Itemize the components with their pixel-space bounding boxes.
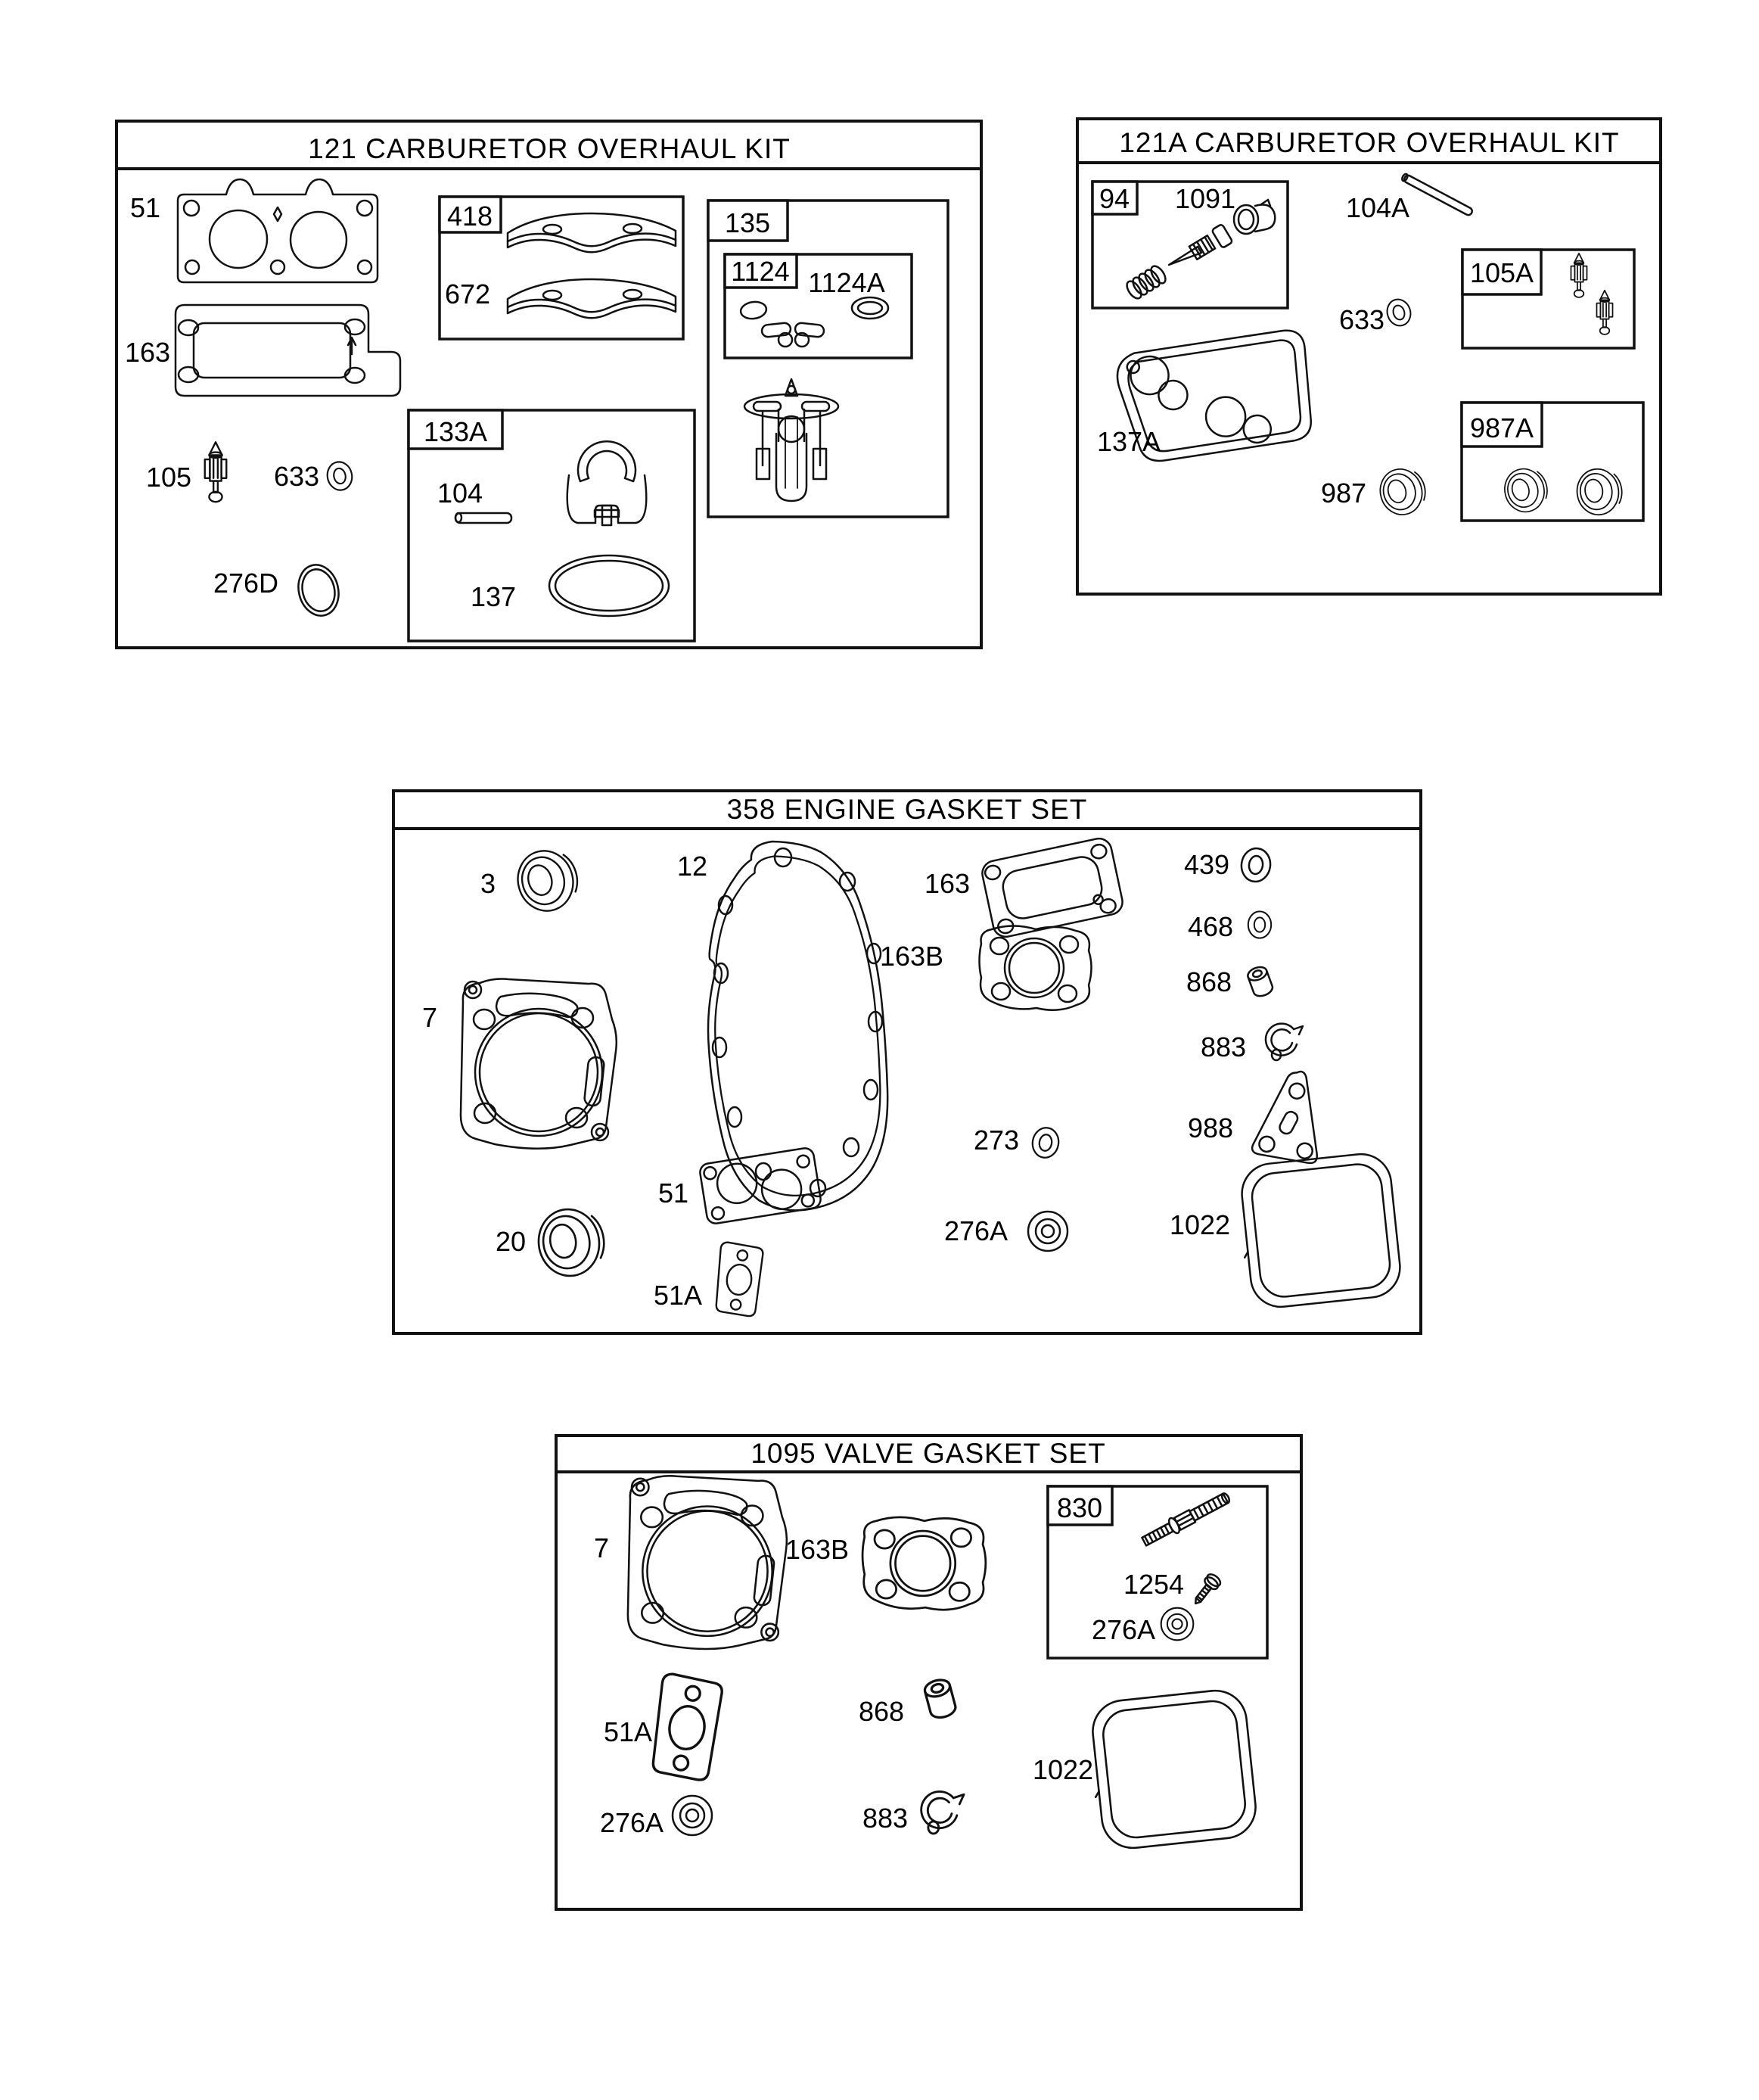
part-label-276Ax358: 276A	[943, 1215, 1008, 1246]
subkit-label-1124: 1124	[731, 256, 790, 287]
part-label-883x1095: 883	[862, 1803, 909, 1834]
part-label-20: 20	[495, 1226, 527, 1257]
part-label-105: 105	[145, 462, 192, 493]
kit-1095-panel	[556, 1436, 1301, 1909]
part-label-104A: 104A	[1345, 192, 1410, 223]
part-label-51: 51	[129, 192, 161, 223]
part-label-1124A: 1124A	[808, 267, 885, 298]
subkit-label-830: 830	[1056, 1492, 1103, 1523]
subkit-label-135: 135	[724, 207, 771, 238]
part-label-468: 468	[1187, 911, 1234, 942]
part-label-883x358: 883	[1200, 1031, 1247, 1062]
kit-121-title: 121 CARBURETOR OVERHAUL KIT	[308, 133, 791, 164]
part-label-439: 439	[1183, 849, 1230, 880]
part-label-137: 137	[470, 581, 517, 612]
part-label-12: 12	[676, 851, 708, 882]
part-label-51x358: 51	[657, 1178, 689, 1209]
subkit-105A-panel	[1462, 250, 1634, 348]
kit-358-border	[393, 791, 1421, 1333]
part-label-163Bx358: 163B	[879, 941, 944, 972]
part-label-7: 7	[421, 1002, 438, 1033]
subkit-135-panel	[708, 201, 948, 517]
subkit-418-panel	[440, 197, 683, 339]
part-label-104: 104	[437, 478, 483, 509]
subkit-label-133A: 133A	[423, 416, 488, 447]
part-label-163Bx1095: 163B	[785, 1534, 850, 1565]
part-label-276Ax830: 276A	[1091, 1614, 1156, 1645]
part-label-1091: 1091	[1174, 183, 1236, 214]
part-label-51Ax1095: 51A	[603, 1716, 653, 1747]
kit-358-panel	[393, 791, 1421, 1333]
part-label-988: 988	[1187, 1112, 1234, 1143]
part-label-868x358: 868	[1186, 966, 1232, 997]
part-label-7x1095: 7	[593, 1532, 610, 1563]
part-label-137A: 137A	[1096, 426, 1161, 457]
part-label-276Ax1095: 276A	[599, 1807, 664, 1838]
subkit-830-panel	[1048, 1486, 1267, 1658]
part-label-51Ax358: 51A	[653, 1280, 703, 1311]
part-label-163: 163	[124, 337, 171, 368]
part-label-273: 273	[973, 1125, 1020, 1156]
part-label-868x1095: 868	[858, 1696, 905, 1727]
subkit-94-panel	[1092, 182, 1288, 308]
kit-1095-title: 1095 VALVE GASKET SET	[751, 1438, 1106, 1469]
part-label-1022x1095: 1022	[1032, 1754, 1094, 1785]
kit-121A-title: 121A CARBURETOR OVERHAUL KIT	[1119, 127, 1620, 158]
part-label-163x358: 163	[924, 868, 971, 899]
part-label-672: 672	[444, 278, 491, 310]
kit-358-title: 358 ENGINE GASKET SET	[726, 794, 1088, 825]
subkit-987A-panel	[1462, 403, 1643, 524]
part-label-633A: 633	[1338, 304, 1385, 335]
part-label-633: 633	[273, 461, 320, 492]
part-label-987: 987	[1320, 478, 1367, 509]
subkit-label-105A: 105A	[1469, 257, 1534, 288]
part-label-1254: 1254	[1123, 1569, 1185, 1600]
kit-121-panel	[117, 121, 981, 648]
subkit-133A-panel	[409, 410, 695, 641]
part-label-276D: 276D	[213, 568, 279, 599]
subkit-label-987A: 987A	[1469, 412, 1534, 443]
part-label-3: 3	[480, 868, 496, 899]
subkit-label-94: 94	[1099, 183, 1130, 214]
kit-121A-panel	[1077, 119, 1661, 594]
subkit-label-418: 418	[446, 201, 493, 232]
part-label-1022x358: 1022	[1169, 1209, 1231, 1240]
